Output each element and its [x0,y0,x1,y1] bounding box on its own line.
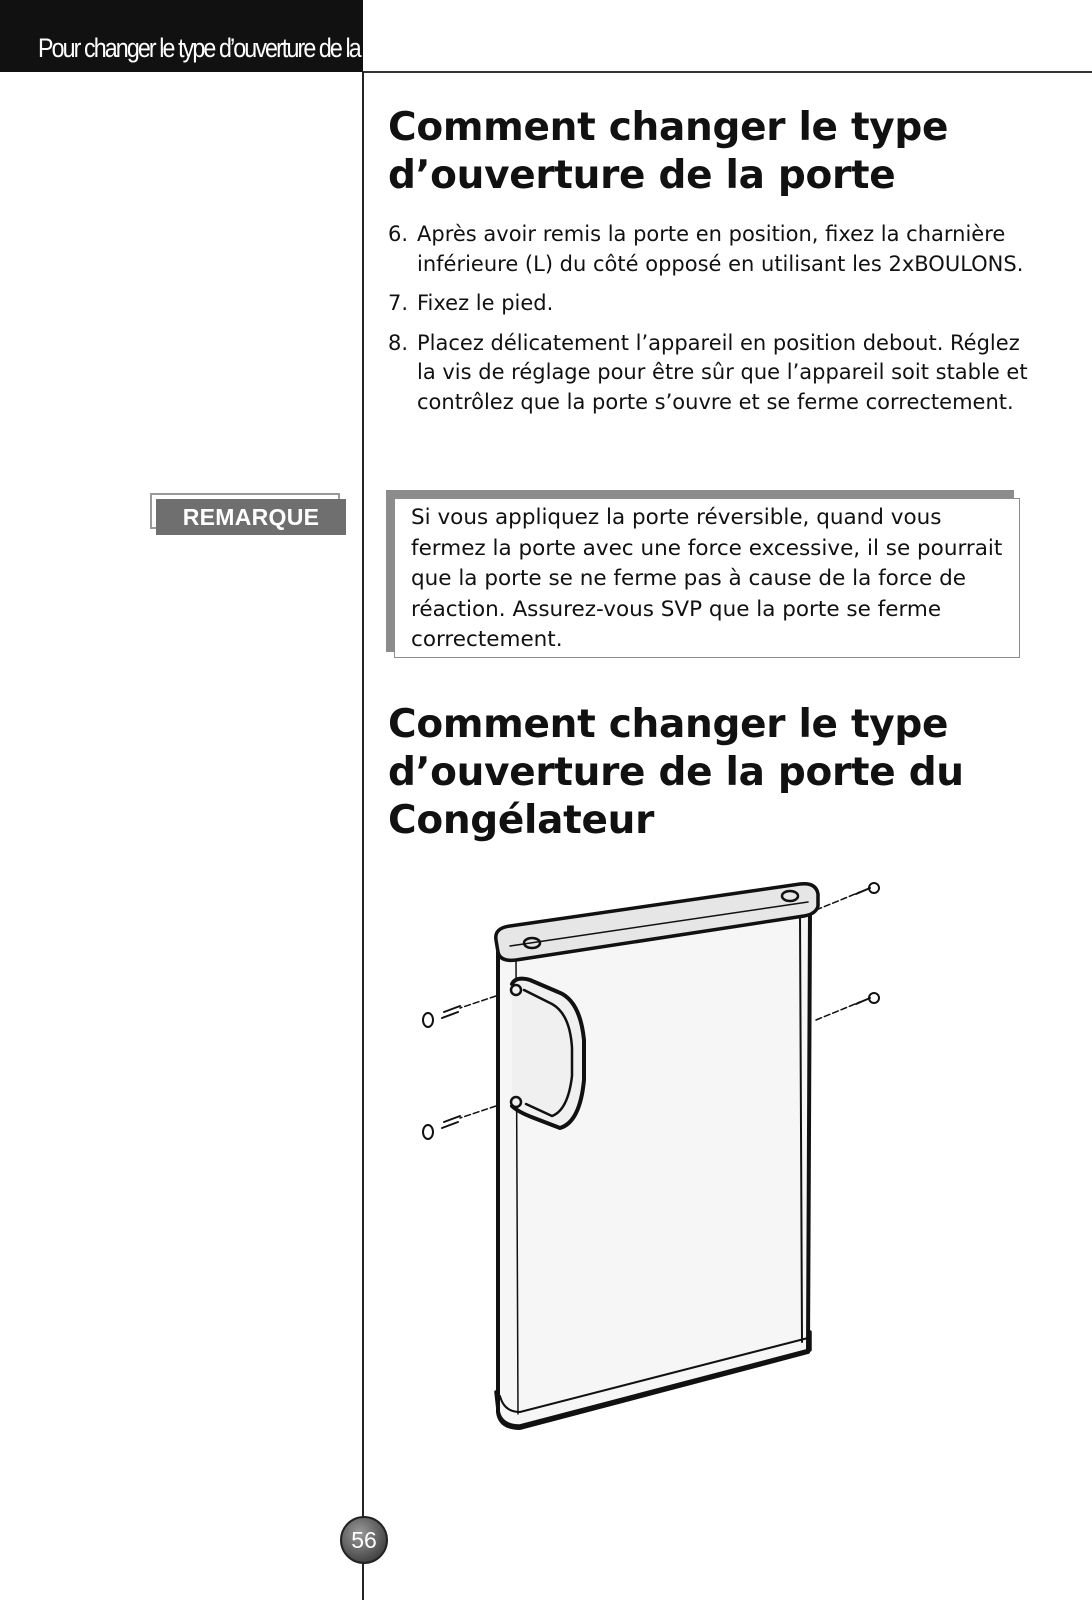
step-number: 7. [388,291,409,315]
freezer-door-illustration [420,880,920,1450]
step-text: Placez délicatement l’appareil en position debout. Réglez la vis de réglage pour être sûr que l’appareil soit stable et contrôlez que la porte s’ouvre et se ferme correctement. [417,330,1028,414]
note-box [386,490,1020,658]
section-title-door: Comment changer le type d’ouverture de la porte [388,105,949,198]
page-number-badge [340,1516,388,1564]
steps-list [388,220,1028,427]
step-text: Fixez le pied. [417,291,554,315]
header-tab-label: Pour changer le type d’ouverture de la porte [38,33,408,63]
header-rule [363,71,1092,73]
step-text: Après avoir remis la porte en position, fixez la charnière inférieure (L) du côté opposé en utilisant les 2xBOULONS. [417,222,1024,276]
step-item [388,220,1028,279]
page-number: 56 [351,1526,377,1553]
note-text: Si vous appliquez la porte réversible, quand vous fermez la porte avec une force excessive, il se pourrait que la porte se ne ferme pas à cause de la force de réaction. Assurez-vous SVP que la porte se ferme correctement. [394,498,1020,658]
step-item [388,329,1028,418]
header-tab [0,0,408,72]
section-title-freezer: Comment changer le type d’ouverture de la porte du Congélateur [388,702,964,843]
step-number: 8. [388,330,409,355]
step-item [388,289,1028,319]
note-label-text: REMARQUE [156,499,346,535]
column-divider [362,72,364,1600]
step-number: 6. [388,222,409,246]
note-label-badge [150,493,346,535]
